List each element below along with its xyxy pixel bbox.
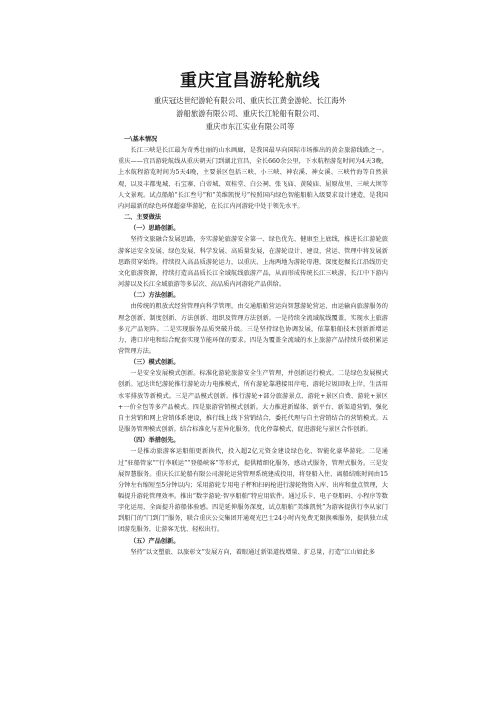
subheading-model: （三）模式创新。 <box>130 359 180 367</box>
section-heading-basic: 一\基本情况 <box>124 136 158 143</box>
paragraph-product: 坚持“以文塑旅、以旅彰文”发展方向，着眼通过新渠道找增量、扩总量，打造“江山如此多 <box>130 548 376 556</box>
document-body <box>118 134 388 558</box>
document-title: 重庆宜昌游轮航线 <box>180 71 320 91</box>
paragraph-measures: 一是推动旅游客运船舶更新换代，投入超2亿元资金建设绿色化、智能化豪华游轮。二是通过“驻船管家”“行李联运”“登船峡客”等形式，提供精细化服务，感动式服务，管理式服务。三是发展智慧服务。重庆长江轮船有限公司游轮运营管理系统建成投用，将登船入住、离船结账时间由15分钟左右缩短至5分钟以内；采用游轮专用电子秤和扫码枪进行游轮物资入库、出库和盘点管理，大幅提升游轮管理效率。推出“数字游轮·智享船舶”特应用软件。通过乐卡、电子登船码、小程序等数字化运用，全面提升游船体验感。四是延伸服务深度，试点船舶“美维凯悦”为游客提供行李从家门到船门的“门到门”服务，联合重庆公交集团开通观光巴士24小时内免费无限换乘服务，提供独立成团游览服务，让游客无忧、轻松出行。 <box>118 448 388 534</box>
subheading-measures: （四）举措创先。 <box>130 437 180 445</box>
subheading-thinking: （一）思路创新。 <box>130 225 180 233</box>
subtitle-line-2: 游船旅游有限公司、重庆长江轮船有限公司、 <box>176 109 324 118</box>
subheading-method: （二）方法创新。 <box>130 292 180 300</box>
subheading-product: （五）产品创新。 <box>130 537 180 545</box>
subtitle-line-1: 重庆冠达世纪游轮有限公司、重庆长江黄金游轮、长江海外 <box>153 96 347 105</box>
subtitle-line-3: 重庆市东江实业有限公司等 <box>205 122 295 131</box>
paragraph-thinking: 坚持文旅融合发展思路，夯实游轮旅游安全第一、绿色优先、健康至上底线，推进长江游轮旅游客运安全发展、绿色发展、科学发展、高质量发展，在游轮设计、建设、营运、管理中将发展新思路贯穿始终。持续投入高品质游轮运力，以重庆、上海两地为游轮母港，深度挖掘长江沿线历史文化旅游资源，持续打造高品质长江全域航线旅游产品，从而形成传统长江三峡游、长江中下游内河游以及长江全域旅游等多层次、高品质内河游轮产品供给。 <box>118 236 388 289</box>
paragraph-model: 一是安全发展模式创新。标准化游轮旅游安全生产管理，并创新运行模式。二是绿色发展模式创新。冠达世纪游轮推行游轮动力电推模式，所有游轮靠港接用岸电，游轮垃圾回收上岸，生活用水零排放等新模式。三是产品模式创新。推行游轮+部分旅游景点、游轮+景区自费、游轮+景区+一价全包等多产品模式。四是旅游营销模式创新。大力推进新媒体、新平台、新渠道营销，强化自主营销和网上营销体系建设，推行线上线下营销结合，委托代理与自主营销结合的营销模式。五是服务管理模式创新。结合标准化与差异化服务，优化停靠模式，促进游轮与景区合作创新。 <box>118 370 388 434</box>
paragraph-basic-info: 长江三峡是长江最为奇秀壮丽的山水画廊，是我国最早向国际市场推出的黄金旅游线路之一。重庆——宜昌游轮航线从重庆朝天门到湖北宜昌，全长660余公里，下水航程游览时间为4天3晚，上水航程游览时间为5天4晚，主要景区包括三峡、小三峡、神农溪、神女溪、三峡竹海等自然景观，以及丰都鬼城、石宝寨、白帝城、双桂堂、白公祠、张飞庙、黄陵庙、屈原故里、三峡大坝等人文景观。试点船舶“长江叁号”和“美维凯悦号”按照国内绿色智能船舶入级要求设计建造，是我国内河最新的绿色环保超豪华游轮，在长江内河游轮中处于领先水平。 <box>118 147 388 210</box>
section-heading-practices: 二、主要做法 <box>124 214 162 222</box>
paragraph-method: 由传统的粗放式经营管理向科学管理，由交通船舶营运向智慧游轮营运，由运输向旅游服务的理念创新、制度创新、方法创新、组织及管理方法创新。一是持续全流域航线覆盖，实现水上旅游多元产品矩阵。二是实现服务品质突破升级。三是坚持绿色协调发展，依靠船舶技术创新新增运力，港口岸电和综合配套实现节能环保的要求。四是为覆盖全流域的水上旅游产品持续升级积累运营管理方法。 <box>118 303 388 355</box>
